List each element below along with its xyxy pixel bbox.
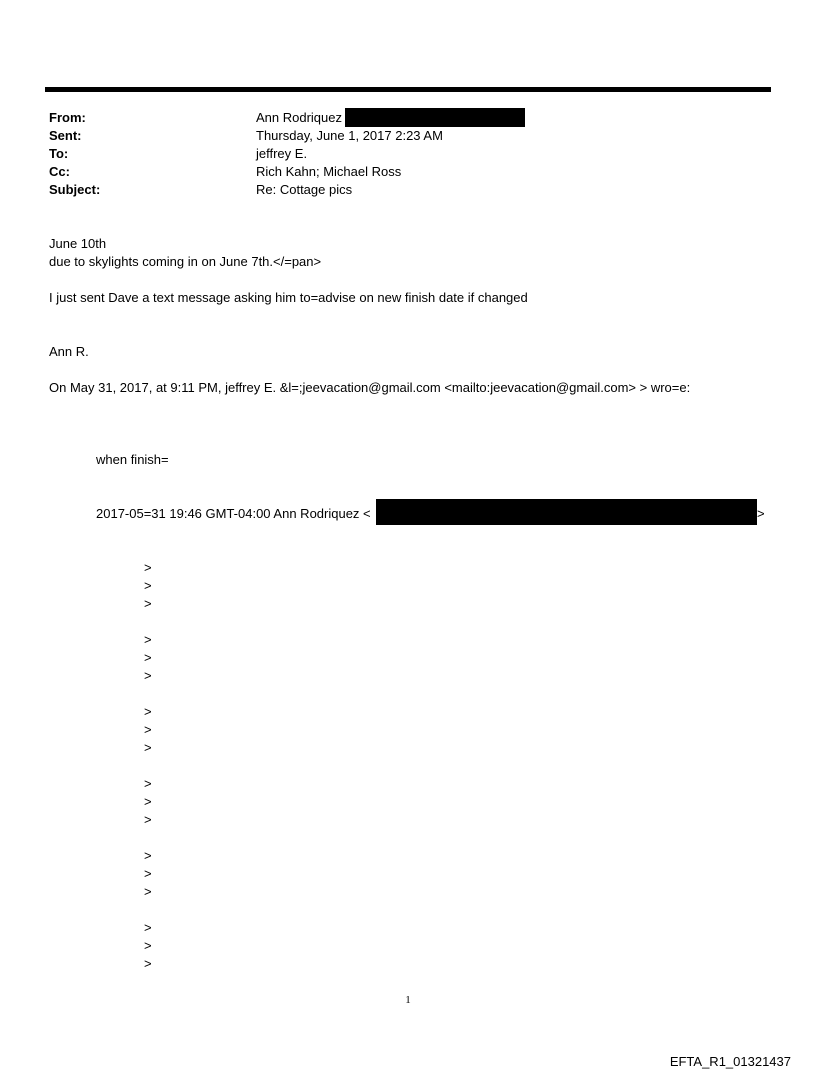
quote-marker: > — [144, 956, 152, 971]
from-label: From: — [49, 110, 86, 125]
signature: Ann R. — [49, 344, 89, 359]
nested-header-prefix: 2017-05=31 19:46 GMT-04:00 Ann Rodriquez < — [96, 506, 371, 521]
redaction-block — [345, 108, 525, 127]
cc-value: Rich Kahn; Michael Ross — [256, 164, 402, 179]
quote-marker: > — [144, 560, 152, 575]
quote-marker: > — [144, 866, 152, 881]
body-line-1: June 10th — [49, 236, 107, 251]
quote-marker: > — [144, 920, 152, 935]
sent-label: Sent: — [49, 128, 82, 143]
sent-value: Thursday, June 1, 2017 2:23 AM — [256, 128, 443, 143]
subject-value: Re: Cottage pics — [256, 182, 353, 197]
to-label: To: — [49, 146, 69, 161]
redaction-block — [376, 499, 757, 525]
quote-marker: > — [144, 848, 152, 863]
body-line-3: I just sent Dave a text message asking him to=advise on new finish date if changed — [49, 290, 528, 305]
quote-marker: > — [144, 776, 152, 791]
quote-marker: > — [144, 794, 152, 809]
header-rule — [45, 87, 771, 92]
quote-marker: > — [144, 578, 152, 593]
quote-marker: > — [144, 884, 152, 899]
subject-label: Subject: — [49, 182, 101, 197]
quote-marker: > — [144, 668, 152, 683]
page-number: 1 — [405, 994, 411, 1006]
to-value: jeffrey E. — [256, 146, 308, 161]
quote-marker: > — [144, 740, 152, 755]
from-value: Ann Rodriquez — [256, 110, 342, 125]
quote-intro: On May 31, 2017, at 9:11 PM, jeffrey E. &l=;jeevacation@gmail.com <mailto:jeevacation@gmail.com> > wro=e: — [49, 380, 691, 395]
quote-marker: > — [144, 938, 152, 953]
document-id: EFTA_R1_01321437 — [669, 1054, 791, 1069]
quote-marker: > — [144, 650, 152, 665]
cc-label: Cc: — [49, 164, 70, 179]
body-line-2: due to skylights coming in on June 7th.</=pan> — [49, 254, 322, 269]
quote-marker: > — [144, 722, 152, 737]
quote-marker: > — [144, 632, 152, 647]
quote-marker: > — [144, 596, 152, 611]
nested-header-suffix: > — [757, 506, 765, 521]
quote-marker: > — [144, 704, 152, 719]
quote-marker: > — [144, 812, 152, 827]
quoted-text: when finish= — [96, 452, 169, 467]
